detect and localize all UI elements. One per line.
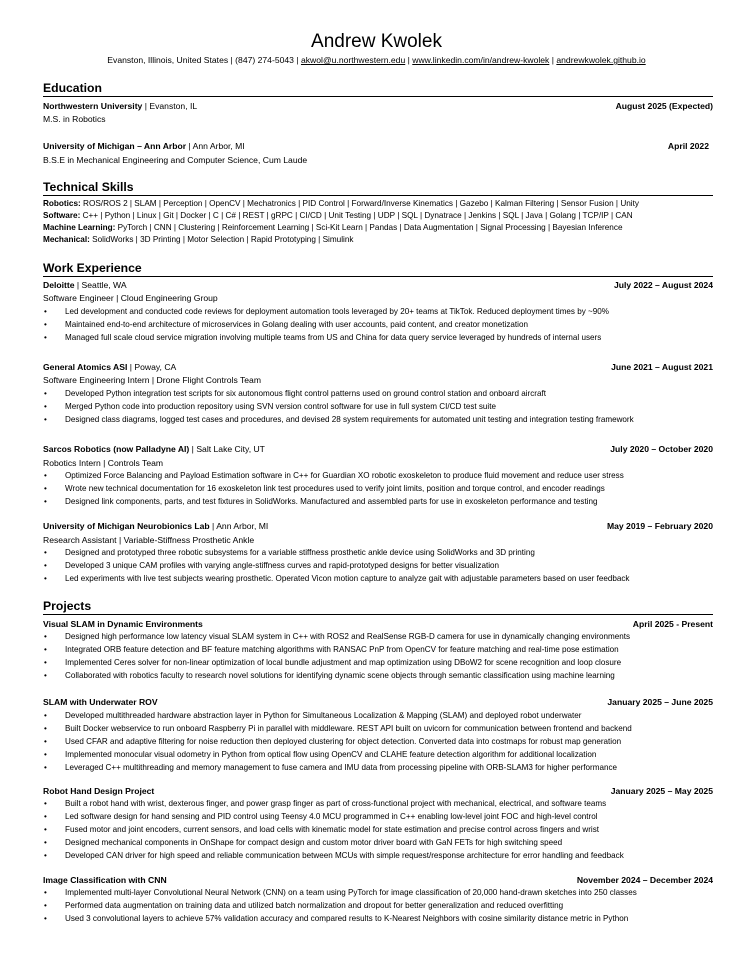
job-date: July 2022 – August 2024 — [613, 280, 713, 290]
project-name: Robot Hand Design Project — [43, 786, 155, 796]
company-name: Deloitte — [43, 280, 75, 290]
company-name: University of Michigan Neurobionics Lab — [43, 521, 210, 531]
skill-label: Robotics: — [43, 199, 81, 208]
phone: (847) 274-5043 — [235, 55, 294, 65]
project-date: April 2025 - Present — [632, 619, 713, 629]
job-role: Software Engineer | Cloud Engineering Group — [43, 293, 218, 303]
section-education — [43, 81, 713, 97]
project-date: January 2025 – June 2025 — [607, 697, 713, 707]
school-location: Evanston, IL — [149, 101, 198, 111]
project-name: SLAM with Underwater ROV — [43, 697, 158, 707]
skill-label: Machine Learning: — [43, 223, 116, 232]
resume-name: Andrew Kwolek — [311, 31, 442, 52]
project-date: November 2024 – December 2024 — [576, 875, 713, 885]
education-date: August 2025 (Expected) — [615, 101, 713, 111]
job-date: May 2019 – February 2020 — [606, 521, 713, 531]
section-skills — [43, 180, 713, 196]
contact-line: Evanston, Illinois, United States | (847) 274-5043 | akwol@u.northwestern.edu | www.linkedin.com/in/andrew-kwolek | andrewkwolek.github.io — [107, 55, 646, 65]
company-location: Seattle, WA — [81, 280, 127, 290]
company-location: Ann Arbor, MI — [216, 521, 269, 531]
degree: B.S.E in Mechanical Engineering and Computer Science, Cum Laude — [43, 155, 308, 165]
job-role: Robotics Intern | Controls Team — [43, 458, 164, 468]
degree: M.S. in Robotics — [43, 114, 106, 124]
skill-row — [43, 210, 713, 222]
job-role: Software Engineering Intern | Drone Flight Controls Team — [43, 375, 261, 385]
skill-list: ROS/ROS 2 | SLAM | Perception | OpenCV | Mechatronics | PID Control | Forward/Inverse Kinematics | Gazebo | Kalman Filtering | Sensor Fusion | Unity — [83, 199, 639, 208]
school-location: Ann Arbor, MI — [192, 141, 245, 151]
skill-label: Software: — [43, 211, 81, 220]
project-name: Image Classification with CNN — [43, 875, 167, 885]
company-name: Sarcos Robotics (now Palladyne AI) — [43, 444, 190, 454]
skill-label: Mechanical: — [43, 235, 90, 244]
section-work — [43, 261, 713, 277]
skill-row — [43, 234, 713, 246]
email-link[interactable]: akwol@u.northwestern.edu — [300, 55, 406, 65]
linkedin-link[interactable]: www.linkedin.com/in/andrew-kwolek — [412, 55, 550, 65]
section-title: Projects — [43, 599, 713, 615]
skill-row — [43, 222, 713, 234]
resume-page: Andrew Kwolek Evanston, Illinois, United States | (847) 274-5043 | akwol@u.northwestern.edu | www.linkedin.com/in/andrew-kwolek | andrewkwolek.github.io Education Northwestern University | Evanston, IL August 2025 (Expected) M.S. in Robotics University of Michigan – Ann Arbor | Ann Arbor, MI April 2022 B.S.E in Mechanical Engineering and Computer Science, Cum Laude Technical Skills Robotics: ROS/ROS 2 | SLAM | Perception | OpenCV | Mechatronics | PID Control | Forward/Inverse Kinematics | Gazebo | Kalman Filtering | Sensor Fusion | Unity Software: C++ | Python | Linux | Git | Docker | C | C# | REST | gRPC | CI/CD | Unit Testing | UDP | SQL | Dynatrace | Jenkins | SQL | Java | Golang | TCP/IP | CAN Machine Learning: PyTorch | CNN | Clustering | Reinforcement Learning | Sci-Kit Learn | Pandas | Data Augmentation | Signal Processing | Bayesian Inference Mechanical: SolidWorks | 3D Printing | Motor Selection | Rapid Prototyping | Simulink Work Experience Deloitte | Seattle, WA July 2022 – August 2024 Software Engineer | Cloud Engineering Group • Led development and conducted code reviews for deployment automation tools leveraged by 20+ teams at TikTok. Reduced deployment times by ~90% • Maintained end-to-end architecture of microservices in Golang dealing with user accounts, paid content, and creator monetization • Managed full scale cloud service migration involving multiple teams from US and China for data query service leveraged by hundreds of internal users General Atomics ASI | Poway, CA June 2021 – August 2021 Software Engineering Intern | Drone Flight Controls Team • Developed Python integration test scripts for six autonomous flight control patterns used on ground control station and onboard aircraft • Merged Python code into production repository using SVN version control software for use in full system CI/CD test suite • Designed class diagrams, logged test cases and procedures, and devised 28 system requirements for automated unit testing and integration testing framework Sarcos Robotics (now Palladyne AI) | Salt Lake City, UT July 2020 – October 2020 Robotics Intern | Controls Team • Optimized Force Balancing and Payload Estimation software in C++ for Guardian XO robotic exoskeleton to produce fluid movement and reduce user stress • Wrote new technical documentation for 16 exoskeleton link test procedures used to verify joint limits, position and torque control, and encoder readings • Designed link components, parts, and test fixtures in SolidWorks. Manufactured and assembled parts for use in exoskeleton performance and testing University of Michigan Neurobionics Lab | Ann Arbor, MI May 2019 – February 2020 Research Assistant | Variable-Stiffness Prosthetic Ankle • Designed and prototyped three robotic subsystems for a variable stiffness prosthetic ankle device using SolidWorks and 3D printing • Developed 3 unique CAM profiles with varying angle-stiffness curves and rapid-prototyped designs for better visualization • Led experiments with live test subjects wearing prosthetic. Operated Vicon motion capture to analyze gait with adjustable parameters based on user feedback Projects Visual SLAM in Dynamic Environments April 2025 - Present • Designed high performance low latency visual SLAM system in C++ with ROS2 and RealSense RGB-D camera for use in dynamically changing environments • Integrated ORB feature detection and BF feature matching algorithms with RANSAC PnP from OpenCV for feature matching and real-time pose estimation • Implemented Ceres solver for non-linear optimization of local bundle adjustment and map optimization using DBoW2 for scene recognition and loop closure • Collaborated with robotics faculty to research novel solutions for identifying dynamic scene objects through semantic classification using machine learning SLAM with Underwater ROV January 2025 – June 2025 • Developed multithreaded hardware abstraction layer in Python for Simultaneous Localization & Mapping (SLAM) and deployed robot underwater • Built Docker webservice to run onboard Raspberry Pi in parallel with middleware. REST API built on uvicorn for communication between frontend and backend • Used CFAR and adaptive filtering for noise reduction then deployed clustering for object detection. Converted data into costmaps for robust map generation • Implemented monocular visual odometry in Python from optical flow using OpenCV and CLAHE feature detection algorithm for additional localization • Leveraged C++ multithreading and memory management to fuse camera and IMU data from processing pipeline with ORB-SLAM3 for higher performance Robot Hand Design Project January 2025 – May 2025 • Built a robot hand with wrist, dexterous finger, and power grasp finger as part of cross-functional project with mechanical, electrical, and software teams • Led software design for hand sensing and PID control using Teensy 4.0 MCU programmed in C++ enabling low-level joint FOC and high-level control • Fused motor and joint encoders, current sensors, and load cells with kinematic model for state estimation and precise control across fingers and wrist • Designed mechanical components in OnShape for compact design and custom motor driver board with GaN FETs for high switching speed • Developed CAN driver for high speed and reliable communication between MCUs with simple request/response architecture for error handling and feedback Image Classification with CNN November 2024 – December 2024 • Implemented multi-layer Convolutional Neural Network (CNN) on a team using PyTorch for image classification of 20,000 hand-drawn sketches into 250 classes • Performed data augmentation on training data and utilized batch normalization and dropout for better generalization and reduced overfitting • Used 3 convolutional layers to achieve 57% validation accuracy and compared results to K-Nearest Neighbors with cosine similarity distance metric in Python — [0, 0, 753, 975]
skill-list: PyTorch | CNN | Clustering | Reinforcement Learning | Sci-Kit Learn | Pandas | Data Augmentation | Signal Processing | Bayesian Inference — [117, 223, 623, 232]
section-title: Technical Skills — [43, 180, 713, 196]
company-location: Salt Lake City, UT — [196, 444, 265, 454]
project-name: Visual SLAM in Dynamic Environments — [43, 619, 203, 629]
section-projects — [43, 599, 713, 615]
school-name: Northwestern University — [43, 101, 143, 111]
job-date: July 2020 – October 2020 — [610, 444, 713, 454]
project-date: January 2025 – May 2025 — [610, 786, 713, 796]
website-link[interactable]: andrewkwolek.github.io — [556, 55, 646, 65]
section-title: Education — [43, 81, 713, 97]
job-role: Research Assistant | Variable-Stiffness Prosthetic Ankle — [43, 535, 255, 545]
company-name: General Atomics ASI — [43, 362, 128, 372]
job-date: June 2021 – August 2021 — [611, 362, 713, 372]
skill-row — [43, 198, 713, 210]
skill-list: SolidWorks | 3D Printing | Motor Selection | Rapid Prototyping | Simulink — [92, 235, 354, 244]
education-date: April 2022 — [667, 141, 709, 151]
location: Evanston, Illinois, United States — [107, 55, 229, 65]
school-name: University of Michigan – Ann Arbor — [43, 141, 187, 151]
company-location: Poway, CA — [134, 362, 177, 372]
skill-list: C++ | Python | Linux | Git | Docker | C | C# | REST | gRPC | CI/CD | Unit Testing | UDP | SQL | Dynatrace | Jenkins | SQL | Java | Golang | TCP/IP | CAN — [82, 211, 633, 220]
section-title: Work Experience — [43, 261, 713, 277]
